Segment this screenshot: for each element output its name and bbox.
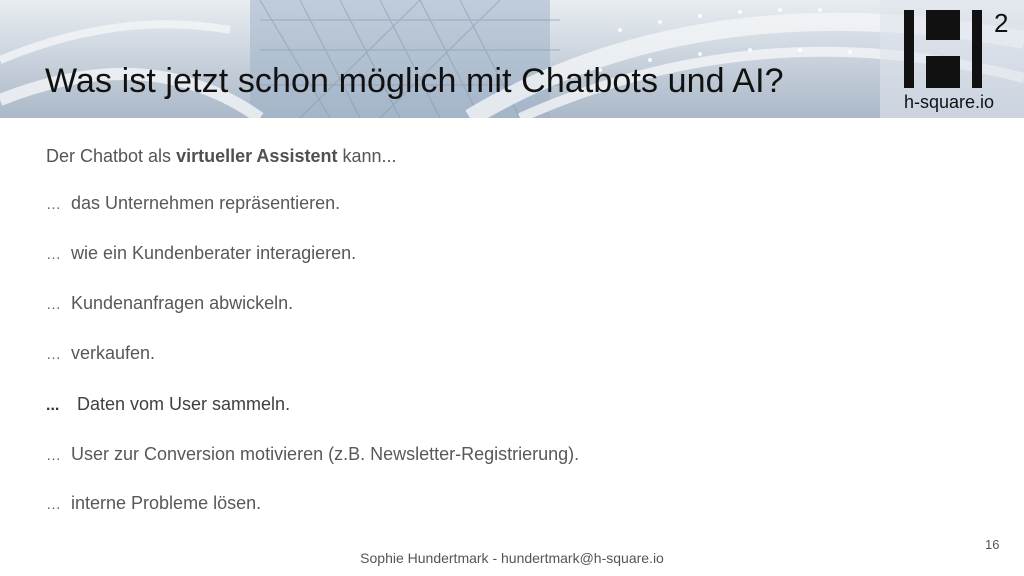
list-item: [46, 343, 155, 364]
logo-bar-left: [904, 10, 914, 88]
item-text: wie ein Kundenberater interagieren.: [71, 243, 357, 263]
item-text: interne Probleme lösen.: [71, 493, 262, 513]
item-prefix: …: [46, 496, 61, 513]
intro-line: [46, 142, 946, 170]
item-text: Kundenanfragen abwickeln.: [71, 293, 294, 313]
list-item: [46, 293, 293, 314]
intro-text-before: Der Chatbot als: [46, 146, 177, 166]
list-item: [46, 243, 356, 264]
h-square-logo: [898, 4, 1024, 118]
item-prefix: ...: [46, 397, 60, 414]
logo-block-bottom: [926, 56, 960, 88]
item-text: verkaufen.: [71, 343, 156, 363]
item-prefix: …: [46, 296, 61, 313]
slide-body: [46, 142, 946, 513]
intro-text-after: kann...: [337, 146, 397, 166]
list-item: [46, 394, 290, 415]
list-item: [46, 193, 340, 214]
logo-bar-right: [972, 10, 982, 88]
item-prefix: …: [46, 246, 61, 263]
item-text: Daten vom User sammeln.: [77, 394, 291, 414]
list-item: [46, 493, 261, 514]
list-item: [46, 444, 579, 465]
intro-bold-term: virtueller Assistent: [176, 146, 338, 166]
item-prefix: …: [46, 196, 61, 213]
slide-title: Was ist jetzt schon möglich mit Chatbots und AI?: [45, 62, 784, 100]
item-text: User zur Conversion motivieren (z.B. Newsletter-Registrierung).: [71, 444, 580, 464]
header-banner-image: [0, 0, 1024, 118]
item-prefix: …: [46, 346, 61, 363]
item-text: das Unternehmen repräsentieren.: [71, 193, 341, 213]
page-number: 16: [985, 537, 1000, 552]
footer-text: Sophie Hundertmark - hundertmark@h-square.io: [360, 550, 664, 566]
logo-block-top: [926, 10, 960, 40]
item-prefix: …: [46, 447, 61, 464]
logo-superscript: 2: [994, 8, 1009, 38]
logo-text: h-square.io: [904, 92, 995, 112]
